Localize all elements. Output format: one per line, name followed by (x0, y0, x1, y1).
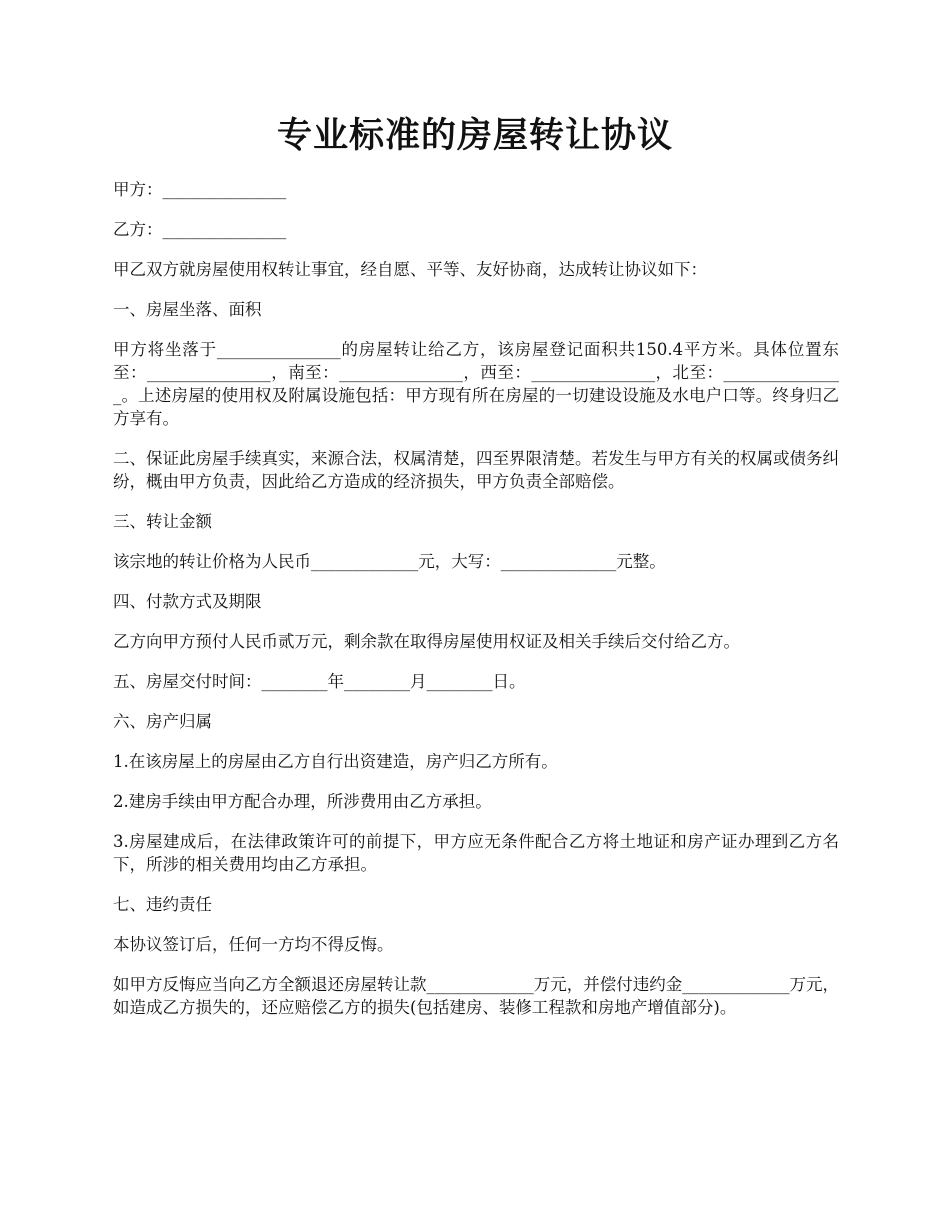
section-heading-location-area: 一、房屋坐落、面积 (113, 300, 262, 319)
party-a-line: 甲方：_______________ (113, 180, 287, 199)
transfer-price-paragraph: 该宗地的转让价格为人民币_____________元，大写：______________元整。 (113, 552, 666, 571)
section-heading-liability: 七、违约责任 (113, 895, 212, 914)
section-heading-payment: 四、付款方式及期限 (113, 592, 262, 611)
party-b-line: 乙方：_______________ (113, 220, 287, 239)
ownership-clause-1: 1.在该房屋上的房屋由乙方自行出资建造，房产归乙方所有。 (113, 752, 558, 771)
location-area-paragraph: 甲方将坐落于_______________的房屋转让给乙方，该房屋登记面积共150.4平方米。具体位置东至：_______________，南至：_______________，西至：_______________，北至：_______________。上述房屋的使用权及附属设施包括：甲方现有所在房屋的一切建设设施及水电户口等。终身归乙方享有。 (113, 340, 839, 428)
ownership-clause-2: 2.建房手续由甲方配合办理，所涉费用由乙方承担。 (113, 792, 492, 811)
document-body (113, 178, 839, 1036)
document-title: 专业标准的房屋转让协议 (276, 116, 673, 156)
no-regret-paragraph: 本协议签订后，任何一方均不得反悔。 (113, 935, 394, 954)
section-heading-transfer-amount: 三、转让金额 (113, 512, 212, 531)
guarantee-paragraph: 二、保证此房屋手续真实，来源合法，权属清楚，四至界限清楚。若发生与甲方有关的权属或债务纠纷，概由甲方负责，因此给乙方造成的经济损失，甲方负责全部赔偿。 (113, 449, 839, 491)
breach-paragraph: 如甲方反悔应当向乙方全额退还房屋转让款_____________万元，并偿付违约金_____________万元，如造成乙方损失的，还应赔偿乙方的损失(包括建房、装修工程款和房地产增值部分)。 (113, 975, 839, 1017)
section-heading-ownership: 六、房产归属 (113, 712, 212, 731)
ownership-clause-3: 3.房屋建成后，在法律政策许可的前提下，甲方应无条件配合乙方将土地证和房产证办理到乙方名下，所涉的相关费用均由乙方承担。 (113, 832, 839, 874)
delivery-time-line: 五、房屋交付时间：________年________月________日。 (113, 672, 526, 691)
payment-paragraph: 乙方向甲方预付人民币贰万元，剩余款在取得房屋使用权证及相关手续后交付给乙方。 (113, 632, 740, 651)
preamble-paragraph: 甲乙双方就房屋使用权转让事宜，经自愿、平等、友好协商，达成转让协议如下： (113, 260, 707, 279)
